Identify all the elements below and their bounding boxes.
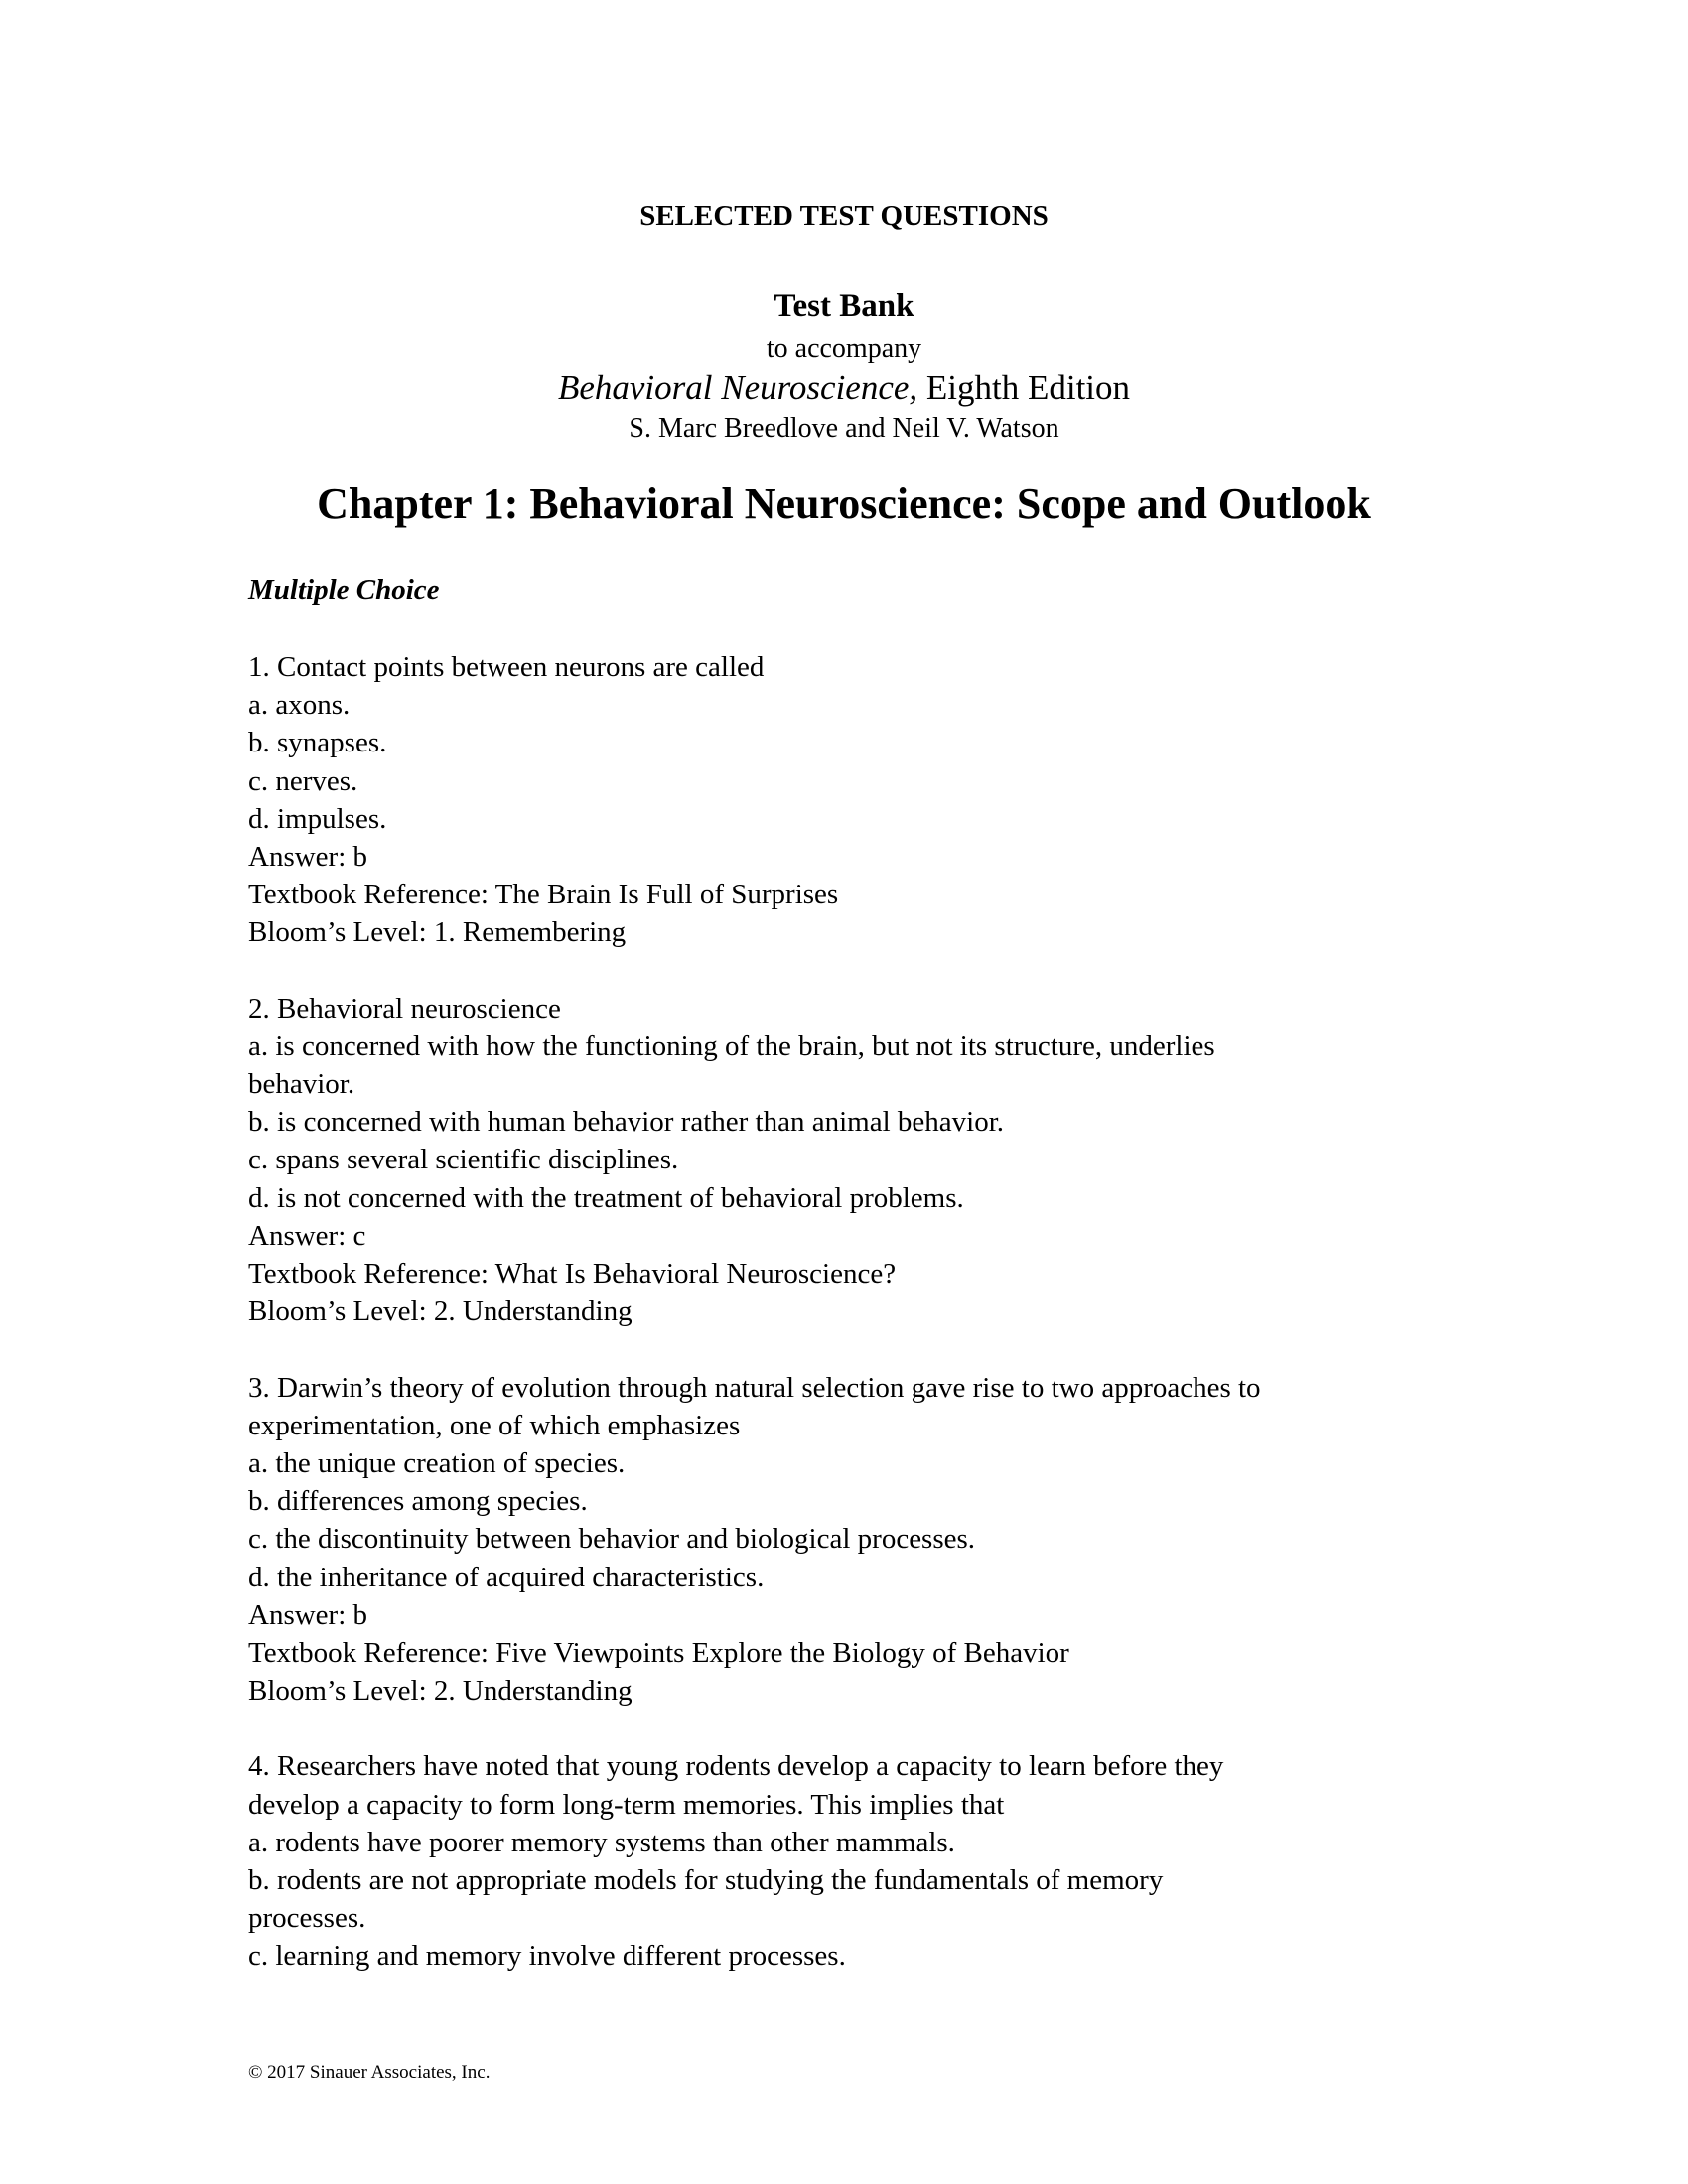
option-b: b. synapses.	[248, 727, 387, 759]
question-stem: 2. Behavioral neuroscience	[248, 992, 561, 1024]
option-c: c. the discontinuity between behavior and biological processes.	[248, 1523, 976, 1556]
option-c: c. spans several scientific disciplines.	[248, 1144, 679, 1176]
question-stem: 3. Darwin’s theory of evolution through natural selection gave rise to two approaches to	[248, 1371, 1261, 1404]
option-a: a. axons.	[248, 689, 351, 722]
book-title	[0, 367, 1688, 409]
option-a: a. the unique creation of species.	[248, 1446, 626, 1479]
option-a: a. rodents have poorer memory systems than other mammals.	[248, 1826, 955, 1858]
chapter-heading: Chapter 1: Behavioral Neuroscience: Scope and Outlook	[317, 479, 1371, 528]
option-d: d. is not concerned with the treatment of behavioral problems.	[248, 1181, 964, 1214]
blooms-level: Bloom’s Level: 1. Remembering	[248, 916, 627, 949]
document-heading: SELECTED TEST QUESTIONS	[639, 201, 1049, 232]
question-stem: 4. Researchers have noted that young rodents develop a capacity to learn before they	[248, 1750, 1224, 1783]
accompany-line: to accompany	[766, 334, 922, 364]
option-b: b. differences among species.	[248, 1485, 588, 1518]
option-a-continued: behavior.	[248, 1068, 355, 1101]
textbook-reference: Textbook Reference: Five Viewpoints Explore the Biology of Behavior	[248, 1636, 1069, 1669]
option-b: b. rodents are not appropriate models for studying the fundamentals of memory	[248, 1864, 1164, 1896]
option-a: a. is concerned with how the functioning of the brain, but not its structure, underlies	[248, 1029, 1215, 1062]
option-c: c. learning and memory involve different processes.	[248, 1940, 846, 1973]
question-stem-continued: experimentation, one of which emphasizes	[248, 1409, 741, 1441]
option-b: b. is concerned with human behavior rather than animal behavior.	[248, 1106, 1004, 1139]
answer: Answer: b	[248, 1598, 368, 1631]
copyright-footer: © 2017 Sinauer Associates, Inc.	[248, 2062, 491, 2083]
authors: S. Marc Breedlove and Neil V. Watson	[629, 413, 1059, 444]
answer: Answer: b	[248, 840, 368, 873]
answer: Answer: c	[248, 1219, 366, 1252]
question-4	[248, 1747, 1460, 1975]
question-1	[248, 648, 1460, 952]
question-2	[248, 990, 1460, 1331]
testbank-title: Test Bank	[774, 288, 914, 324]
book-edition: Eighth Edition	[917, 368, 1131, 407]
option-d: d. impulses.	[248, 802, 387, 835]
question-stem-continued: develop a capacity to form long-term memories. This implies that	[248, 1788, 1005, 1821]
textbook-reference: Textbook Reference: The Brain Is Full of Surprises	[248, 879, 839, 911]
question-3	[248, 1369, 1460, 1710]
question-stem: 1. Contact points between neurons are called	[248, 651, 765, 683]
blooms-level: Bloom’s Level: 2. Understanding	[248, 1675, 633, 1707]
option-b-continued: processes.	[248, 1902, 366, 1935]
question-list	[248, 648, 1460, 2013]
book-title-italic: Behavioral Neuroscience,	[557, 368, 918, 407]
option-d: d. the inheritance of acquired characteristics.	[248, 1561, 765, 1593]
blooms-level: Bloom’s Level: 2. Understanding	[248, 1296, 633, 1328]
option-c: c. nerves.	[248, 764, 358, 797]
section-heading: Multiple Choice	[248, 574, 440, 606]
textbook-reference: Textbook Reference: What Is Behavioral Neuroscience?	[248, 1258, 897, 1290]
